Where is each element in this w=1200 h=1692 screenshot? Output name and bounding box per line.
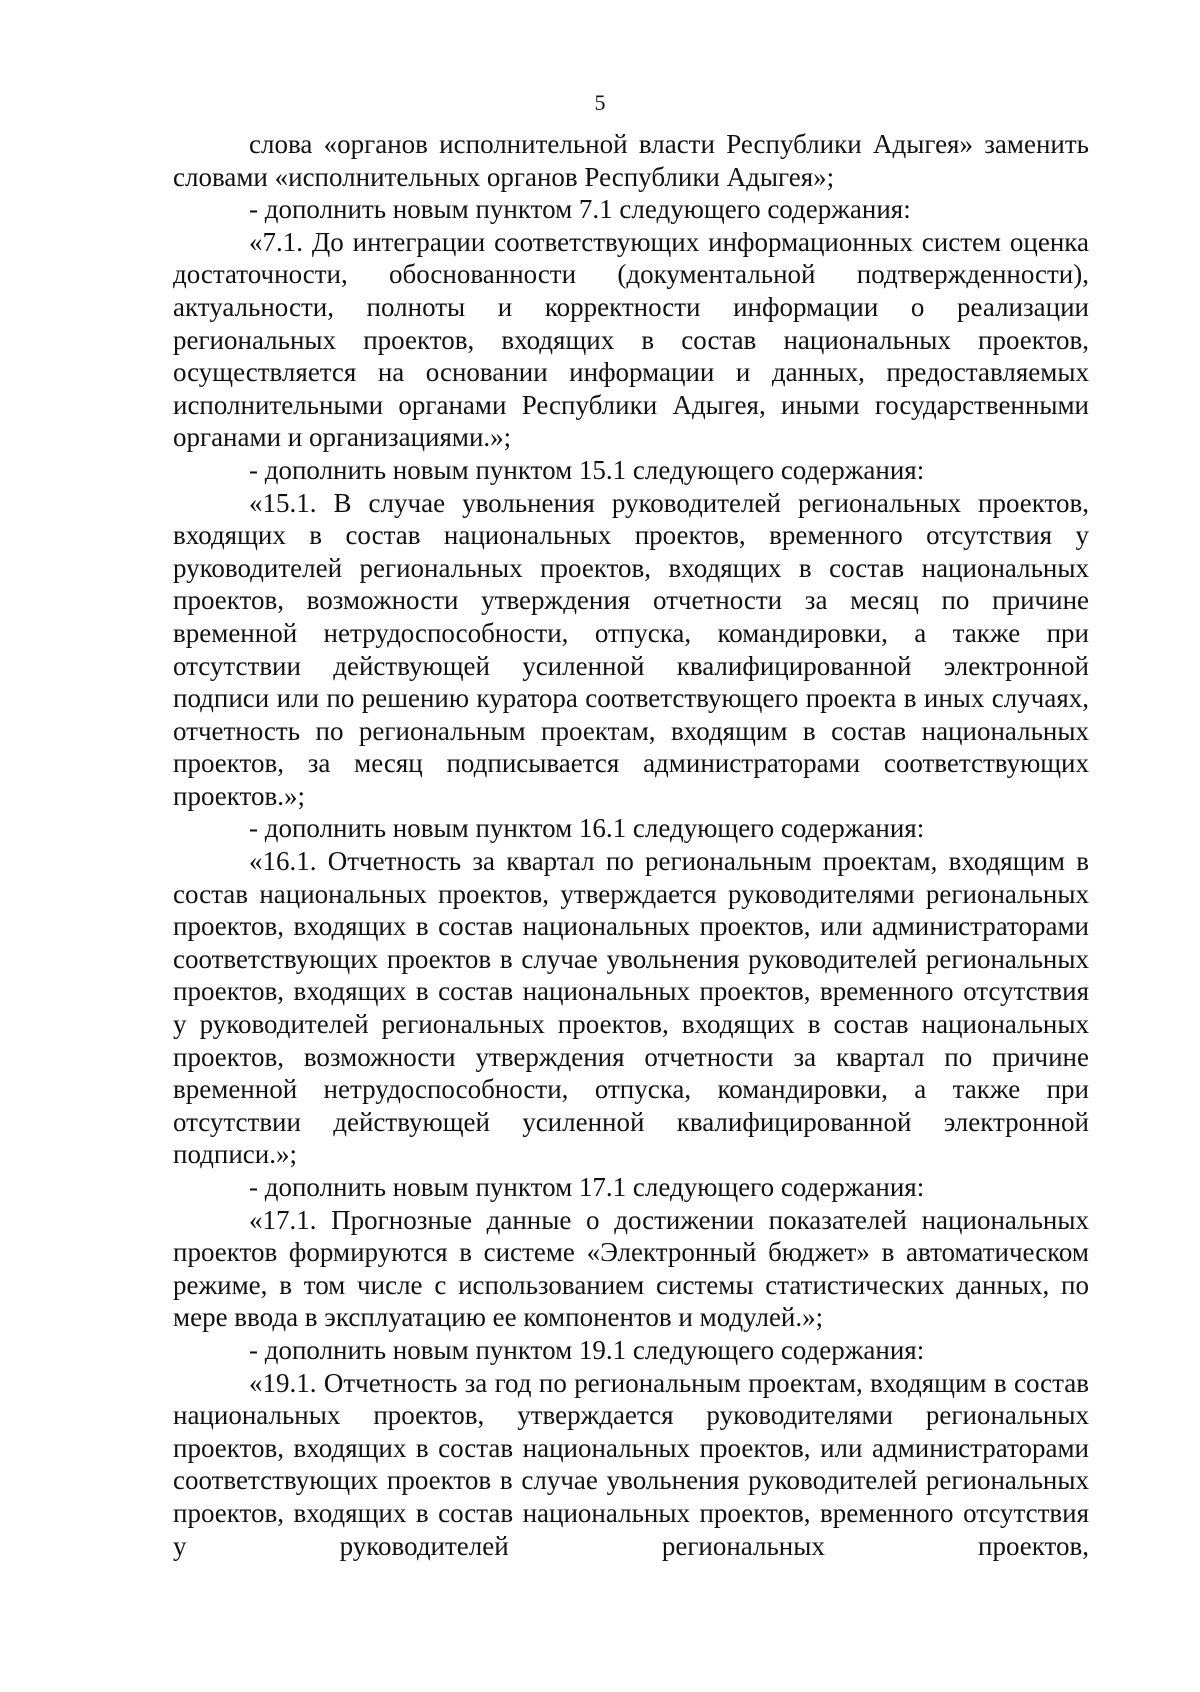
paragraph-add-item-15-1: - дополнить новым пунктом 15.1 следующего содержания: [249, 454, 925, 485]
paragraph-replace-words: слова «органов исполнительной власти Республики Адыгея» заменить словами «исполнительных органов Республики Адыгея»; [173, 129, 1089, 192]
paragraph-item-16-1: «16.1. Отчетность за квартал по региональным проектам, входящим в состав национальных проектов, утверждается руководителями региональных проектов, входящих в состав национальных проектов, или администраторами соответствующих проектов в случае увольнения руководителей региональных проектов, входящих в состав национальных проектов, временного отсутствия у руководителей региональных проектов, входящих в состав национальных проектов, возможности утверждения отчетности за квартал по причине временной нетрудоспособности, отпуска, командировки, а также при отсутствии действующей усиленной квалифицированной электронной подписи.»; [173, 846, 1089, 1170]
paragraph-item-15-1: «15.1. В случае увольнения руководителей региональных проектов, входящих в состав национальных проектов, временного отсутствия у руководителей региональных проектов, входящих в состав национальных проектов, возможности утверждения отчетности за месяц по причине временной нетрудоспособности, отпуска, командировки, а также при отсутствии действующей усиленной квалифицированной электронной подписи или по решению куратора соответствующего проекта в иных случаях, отчетность по региональным проектам, входящим в состав национальных проектов, за месяц подписывается администраторами соответствующих проектов.»; [173, 487, 1089, 811]
paragraph-item-7-1: «7.1. До интеграции соответствующих информационных систем оценка достаточности, обоснованности (документальной подтвержденности), актуальности, полноты и корректности информации о реализации региональных проектов, входящих в состав национальных проектов, осуществляется на основании информации и данных, предоставляемых исполнительными органами Республики Адыгея, иными государственными органами и организациями.»; [173, 226, 1089, 453]
paragraph-item-17-1: «17.1. Прогнозные данные о достижении показателей национальных проектов формируются в системе «Электронный бюджет» в автоматическом режиме, в том числе с использованием системы статистических данных, по мере ввода в эксплуатацию ее компонентов и модулей.»; [173, 1204, 1089, 1333]
paragraph-add-item-17-1: - дополнить новым пунктом 17.1 следующего содержания: [249, 1172, 925, 1202]
paragraph-add-item-7-1: - дополнить новым пунктом 7.1 следующего содержания: [249, 194, 911, 225]
page-number: 5 [594, 90, 606, 115]
paragraph-add-item-16-1: - дополнить новым пунктом 16.1 следующего содержания: [249, 813, 925, 844]
paragraph-item-19-1: «19.1. Отчетность за год по региональным проектам, входящим в состав национальных проектов, утверждается руководителями региональных проектов, входящих в состав национальных проектов, или администраторами соответствующих проектов в случае увольнения руководителей региональных проектов, входящих в состав национальных проектов, временного отсутствия у руководителей региональных проектов, [173, 1367, 1089, 1561]
paragraph-add-item-19-1: - дополнить новым пунктом 19.1 следующего содержания: [249, 1334, 925, 1365]
document-body [173, 128, 1089, 1562]
